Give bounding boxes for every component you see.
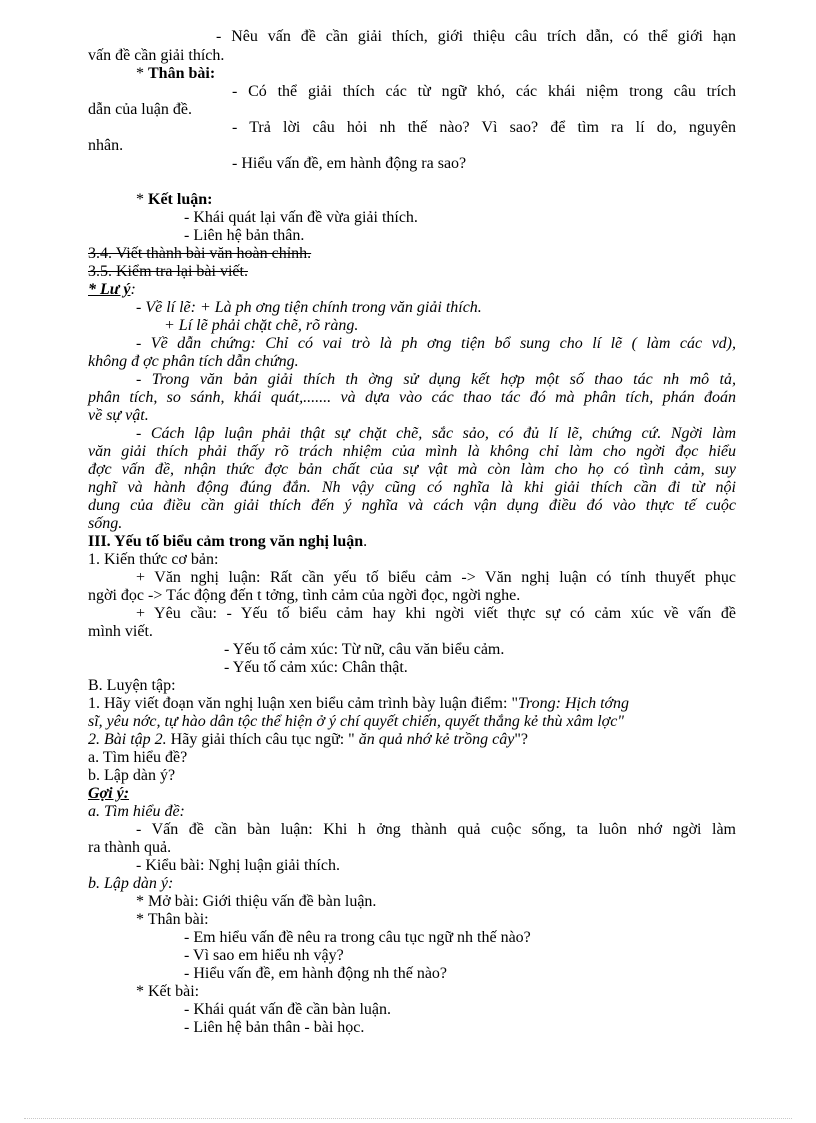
hint-a-item-1-cont: ra thành quả. (88, 839, 172, 856)
note-heading: * Lư ý: (88, 281, 136, 298)
hint-heading: Gợi ý: (88, 785, 130, 802)
knowledge-item-2-cont: mình viết. (88, 623, 153, 640)
outline-conclusion-item-2: - Liên hệ bản thân - bài học. (184, 1019, 365, 1036)
note-item-2-cont: không đ ợc phân tích dẫn chứng. (88, 353, 299, 370)
note-item-1: - Về lí lẽ: + Là ph ơng tiện chính trong văn giải thích. (136, 299, 482, 316)
body-heading: * Thân bài: (136, 65, 216, 82)
conclusion-item-2: - Liên hệ bản thân. (184, 227, 305, 244)
conclusion-item-1: - Khái quát lại vấn đề vừa giải thích. (184, 209, 418, 226)
body-item-3: - Hiểu vấn đề, em hành động ra sao? (232, 155, 467, 172)
section-iii-heading: III. Yếu tố biểu cảm trong văn nghị luận. (88, 533, 368, 550)
intro-item-1: - Nêu vấn đề cần giải thích, giới thiệu câu trích dẫn, có thể giới hạn (216, 28, 736, 45)
note-item-1-sub: + Lí lẽ phải chặt chẽ, rõ ràng. (164, 317, 359, 334)
intro-item-1-cont: vấn đề cần giải thích. (88, 47, 225, 64)
exercise-2-question-a: a. Tìm hiểu đề? (88, 749, 188, 766)
note-item-3-cont-2: về sự vật. (88, 407, 149, 424)
note-item-4-cont: văn giải thích phải thấy rõ trách nhiệm của mình là không chỉ làm cho ngời đọc hiểu (88, 443, 736, 460)
note-item-3-cont: phân tích, so sánh, khái quát,....... và dựa vào các thao tác đó mà phân tích, phán đoán (88, 389, 736, 406)
knowledge-item-2: + Yêu cầu: - Yếu tố biểu cảm hay khi ngời viết thực sự có cảm xúc về vấn đề (136, 605, 736, 622)
body-item-1-cont: dẫn của luận đề. (88, 101, 192, 118)
page-bottom-border (24, 1118, 792, 1119)
knowledge-item-1: + Văn nghị luận: Rất cần yếu tố biểu cảm -> Văn nghị luận có tính thuyết phục (136, 569, 736, 586)
knowledge-item-1-cont: ngời đọc -> Tác động đến t tởng, tình cảm của ngời đọc, ngời nghe. (88, 587, 521, 604)
conclusion-heading: * Kết luận: (136, 191, 213, 208)
hint-a-item-2: - Kiểu bài: Nghị luận giải thích. (136, 857, 340, 874)
hint-a-item-1: - Vấn đề cần bàn luận: Khi h ởng thành quả cuộc sống, ta luôn nhớ ngời làm (136, 821, 736, 838)
practice-heading: B. Luyện tập: (88, 677, 176, 694)
outline-body-item-2: - Vì sao em hiểu nh vậy? (184, 947, 344, 964)
note-item-4-cont-4: dung của điều cần giải thích đến ý nghĩa và cách vận dụng điều đó vào thực tế cuộc (88, 497, 736, 514)
outline-conclusion-item-1: - Khái quát vấn đề cần bàn luận. (184, 1001, 392, 1018)
outline-body-item-3: - Hiểu vấn đề, em hành động nh thế nào? (184, 965, 448, 982)
outline-body-heading: * Thân bài: (136, 911, 209, 928)
body-item-2: - Trả lời câu hỏi nh thế nào? Vì sao? để tìm ra lí do, nguyên (232, 119, 736, 136)
outline-conclusion-heading: * Kết bài: (136, 983, 200, 1000)
exercise-1-cont: sĩ, yêu nớc, tự hào dân tộc thể hiện ở ý chí quyết chiến, quyết thắng kẻ thù xâm lợc" (88, 713, 625, 730)
outline-body-item-1: - Em hiểu vấn đề nêu ra trong câu tục ngữ nh thế nào? (184, 929, 531, 946)
knowledge-item-2-sub-1: - Yếu tố cảm xúc: Từ nữ, câu văn biểu cảm. (224, 641, 505, 658)
hint-a-heading: a. Tìm hiểu đề: (88, 803, 185, 820)
exercise-2: 2. Bài tập 2. Hãy giải thích câu tục ngữ: " ăn quả nhớ kẻ trồng cây"? (88, 731, 528, 748)
step-3-5: 3.5. Kiểm tra lại bài viết. (88, 263, 248, 280)
note-item-2: - Về dẫn chứng: Chỉ có vai trò là ph ơng tiện bổ sung cho lí lẽ ( làm các vd), (136, 335, 736, 352)
body-item-2-cont: nhân. (88, 137, 124, 154)
exercise-1: 1. Hãy viết đoạn văn nghị luận xen biểu cảm trình bày luận điểm: "Trong: Hịch tớng (88, 695, 630, 712)
body-item-1: - Có thể giải thích các từ ngữ khó, các khái niệm trong câu trích (232, 83, 736, 100)
note-item-4-cont-5: sống. (88, 515, 123, 532)
note-item-3: - Trong văn bản giải thích th ờng sử dụng kết hợp một số thao tác nh mô tả, (136, 371, 736, 388)
note-item-4-cont-2: đợc vấn đề, nhận thức đợc bản chất của sự vật mà còn làm cho họ có tình cảm, suy (88, 461, 736, 478)
basic-knowledge-heading: 1. Kiến thức cơ bản: (88, 551, 219, 568)
outline-intro: * Mở bài: Giới thiệu vấn đề bàn luận. (136, 893, 377, 910)
step-3-4: 3.4. Viết thành bài văn hoàn chỉnh. (88, 245, 312, 262)
hint-b-heading: b. Lập dàn ý: (88, 875, 174, 892)
note-item-4: - Cách lập luận phải thật sự chặt chẽ, sắc sảo, có đủ lí lẽ, chứng cứ. Ngời làm (136, 425, 736, 442)
knowledge-item-2-sub-2: - Yếu tố cảm xúc: Chân thật. (224, 659, 408, 676)
exercise-2-question-b: b. Lập dàn ý? (88, 767, 176, 784)
note-item-4-cont-3: nghĩ và hành động đúng đắn. Nh vậy cũng có nghĩa là khi giải thích cần đi từ nội (88, 479, 736, 496)
